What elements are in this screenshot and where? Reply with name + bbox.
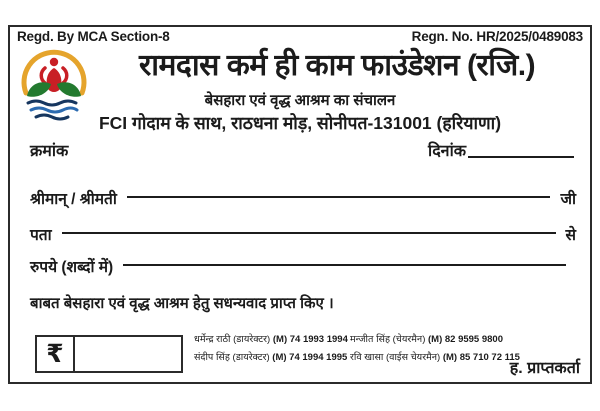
amount-words-label: रुपये (शब्दों में) xyxy=(30,259,114,276)
amount-figure-box xyxy=(35,335,183,373)
contact-entry xyxy=(350,335,520,346)
amount-figure-blank xyxy=(75,337,181,371)
contact-phone: (M) 74 1993 1994 xyxy=(272,334,348,345)
name-row xyxy=(30,189,576,209)
regd-mca-text: Regd. By MCA Section-8 xyxy=(17,29,170,44)
contact-entry xyxy=(350,353,520,364)
date-fill-line xyxy=(468,156,574,158)
name-label: श्रीमान् / श्रीमती xyxy=(30,191,117,208)
amount-words-fill-line xyxy=(123,264,566,266)
receipt-border-sheet xyxy=(8,25,592,384)
address-label: पता xyxy=(30,227,52,244)
regn-number-text: Regn. No. HR/2025/0489083 xyxy=(411,29,583,44)
address-fill-line xyxy=(62,232,556,234)
contact-phone: (M) 85 710 72 115 xyxy=(442,351,520,363)
date-label: दिनांक xyxy=(428,143,466,160)
foundation-address: FCI गोदाम के साथ, राठधना मोड़, सोनीपत-131001 (हरियाणा) xyxy=(98,113,502,133)
rupee-symbol: ₹ xyxy=(37,337,75,371)
contact-phone: (M) 82 9595 9800 xyxy=(428,334,503,345)
contact-name: संदीप सिंह (डायरेक्टर) xyxy=(194,351,270,363)
contact-name: रवि खासा (वाईस चेयरमैन) xyxy=(350,351,441,363)
contacts-block xyxy=(194,334,520,364)
registration-row xyxy=(17,29,583,44)
address-suffix: से xyxy=(565,227,576,244)
serial-date-row xyxy=(30,139,574,161)
contact-entry xyxy=(194,335,346,346)
purpose-line: बाबत बेसहारा एवं वृद्ध आश्रम हेतु सधन्यवाद प्राप्त किए । xyxy=(30,295,334,312)
contact-name: मन्जीत सिंह (चेयरमैन) xyxy=(350,334,426,345)
foundation-subtitle: बेसहारा एवं वृद्ध आश्रम का संचालन xyxy=(204,92,396,109)
date-group xyxy=(428,139,574,161)
address-row xyxy=(30,225,576,245)
contact-entry xyxy=(194,353,346,364)
foundation-title: रामदास कर्म ही काम फाउंडेशन (रजि.) xyxy=(138,49,536,82)
name-fill-line xyxy=(127,196,551,198)
amount-words-row xyxy=(30,257,576,277)
name-suffix: जी xyxy=(560,191,576,208)
recipient-signature-label: ह. प्राप्तकर्ता xyxy=(509,360,580,377)
serial-number-label: क्रमांक xyxy=(30,143,69,160)
contact-phone: (M) 74 1994 1995 xyxy=(272,351,348,363)
contact-name: धर्मेन्द्र राठी (डायरेक्टर) xyxy=(194,334,271,345)
